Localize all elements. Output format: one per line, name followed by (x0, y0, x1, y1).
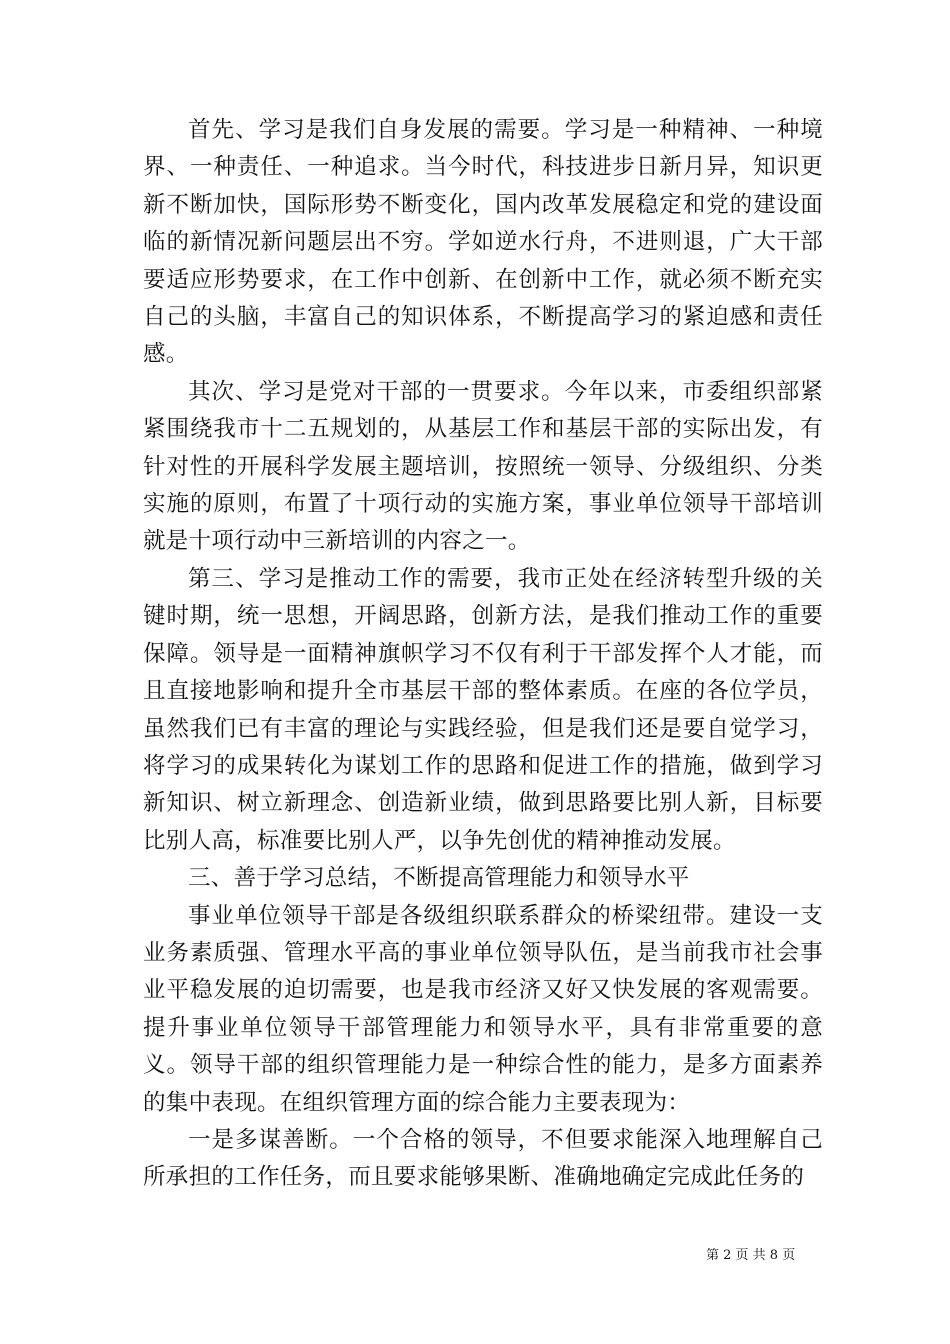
page-footer: 第 2 页 共 8 页 (706, 1248, 796, 1263)
paragraph-5: 一是多谋善断。一个合格的领导，不但要求能深入地理解自己所承担的工作任务，而且要求能够果断、准确地确定完成此任务的 (143, 1126, 823, 1191)
paragraph-4: 事业单位领导干部是各级组织联系群众的桥梁纽带。建设一支业务素质强、管理水平高的事业单位领导队伍，是当前我市社会事业平稳发展的迫切需要，也是我市经济又好又快发展的客观需要。提升事业单位领导干部管理能力和领导水平，具有非常重要的意义。领导干部的组织管理能力是一种综合性的能力，是多方面素养的集中表现。在组织管理方面的综合能力主要表现为： (143, 902, 823, 1116)
paragraph-3: 第三、学习是推动工作的需要，我市正处在经济转型升级的关键时期，统一思想，开阔思路，创新方法，是我们推动工作的重要保障。领导是一面精神旗帜学习不仅有利于干部发挥个人才能，而且直接地影响和提升全市基层干部的整体素质。在座的各位学员，虽然我们已有丰富的理论与实践经验，但是我们还是要自觉学习，将学习的成果转化为谋划工作的思路和促进工作的措施，做到学习新知识、树立新理念、创造新业绩，做到思路要比别人新，目标要比别人高，标准要比别人严，以争先创优的精神推动发展。 (143, 565, 823, 854)
section-heading: 三、善于学习总结，不断提高管理能力和领导水平 (188, 865, 690, 892)
body-text (143, 112, 823, 1197)
paragraph-2: 其次、学习是党对干部的一贯要求。今年以来，市委组织部紧紧围绕我市十二五规划的，从基层工作和基层干部的实际出发，有针对性的开展科学发展主题培训，按照统一领导、分级组织、分类实施的原则，布置了十项行动的实施方案，事业单位领导干部培训就是十项行动中三新培训的内容之一。 (143, 378, 823, 555)
paragraph-1: 首先、学习是我们自身发展的需要。学习是一种精神、一种境界、一种责任、一种追求。当今时代，科技进步日新月异，知识更新不断加快，国际形势不断变化，国内改革发展稳定和党的建设面临的新情况新问题层出不穷。学如逆水行舟，不进则退，广大干部要适应形势要求，在工作中创新、在创新中工作，就必须不断充实自己的头脑，丰富自己的知识体系，不断提高学习的紧迫感和责任感。 (143, 117, 823, 368)
